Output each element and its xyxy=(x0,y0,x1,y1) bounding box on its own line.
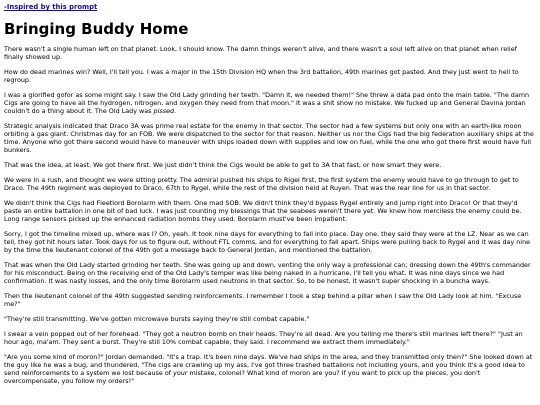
inspired-by-prompt-link[interactable]: -Inspired by this prompt xyxy=(4,3,98,11)
paragraph-text: We were in a rush, and thought we were sitting pretty. The admiral pushed his ships to Rigel first, the first system the enemy would have to go through to get to Draco. The 49th regiment was deployed to Draco, 67th to Rygel, while the rest of the division held at Ruyen. That was the rear line for us in that sector. xyxy=(4,176,519,192)
paragraph-text: That was when the Old Lady started grinding her teeth. She was going up and down, venting the only way a professional can; dressing down the 49th's commander for his misconduct. Being on the receiving end of the Old Lady's temper was like being naked in a hurricane, I'll tell you what. It was nine days since we had confirmation. It was nasty losses, and the only time Borolarm used neutrons in that sector. So, to be honest, it wasn't super shocking in a buncha ways. xyxy=(4,261,531,285)
paragraph-tail: . xyxy=(174,107,177,115)
story-paragraph xyxy=(4,292,536,308)
story-paragraph xyxy=(4,261,536,285)
story-paragraph xyxy=(4,161,536,169)
story-title: Bringing Buddy Home xyxy=(4,20,189,38)
story-paragraph xyxy=(4,68,536,84)
paragraph-text: Strategic analysis indicated that Draco 3A was prime real estate for the enemy in that sector. The sector had a few systems but only one with an earth-like moon orbiting a gas giant. Christmas day for an FOB. We were dispatched to the sector for that reason. Neither us nor the Cigs had the big federation auxiliary ships at the time. Anyone who got there second would have to maneuver with ships loaded down with supplies and low on fuel, while the one who got there first would have full bunkers. xyxy=(4,122,534,154)
paragraph-text: I swear a vein popped out of her forehead. "They got a neutron bomb on their heads. They're all dead. Are you telling me there's still marines left there?" "Just an hour ago, ma'am. They sent a burst. They're still 10% combat capable, they said. I recommend we extract them immediately." xyxy=(4,330,523,346)
paragraph-text: We didn't think the Cigs had Fleetlord Borolarm with them. One mad SOB. We didn't think they'd bypass Rygel entirely and jump right into Draco! Or that they'd paste an entire battalion in one bit of bad luck. I was just counting my blessings that the seabees weren't there yet. We knew how merciless the enemy could be. Long range sensors picked up the enhanced radiation bombs they used. Borolarm must've been impatient. xyxy=(4,199,522,223)
story-paragraph xyxy=(4,91,536,115)
story-paragraph xyxy=(4,176,536,192)
story-paragraph xyxy=(4,199,536,223)
paragraph-text: "Are you some kind of moron?" Jordan demanded. "It's a trap. It's been nine days. We've had ships in the area, and they transmitted only then?" She looked down at the guy like he was a bug, and thundered, "The cigs are crawling up my ass, I've got three trashed battalions not including yours, and you think it's a good idea to send reinforcements to a system we lost because of xyxy=(4,353,533,377)
story-paragraph xyxy=(4,330,536,346)
paragraph-tail: mistake, colonel? What kind of moron are you? If you want to pick up the pieces, you don't overcompensate, you follow my orders!" xyxy=(4,369,481,385)
paragraph-text: How do dead marines win? Well, I'll tell you. I was a major in the 15th Division HQ when the 3rd battalion, 49th marines got pasted. And they just went to hell to regroup. xyxy=(4,68,519,84)
paragraph-text: Sorry, I got the timeline mixed up, where was I? Oh, yeah. It took nine days for everything to fall into place. Day one, they said they were at the LZ. Near as we can tell, they got hit hours later. Took days for us to figure out, without FTL comms, and for everything to fall apart. Ships were pulling back to Rygel and it was day nine by the time the lieutenant colonel of the 49th got a message back to General Jordan, and mentioned the battalion. xyxy=(4,230,531,254)
story-body xyxy=(4,45,536,385)
story-paragraph xyxy=(4,122,536,154)
paragraph-text: There wasn't a single human left on that planet. Look, I should know. The damn things weren't alive, and there wasn't a soul left alive on that planet when relief finally showed up. xyxy=(4,45,517,61)
paragraph-text: I was a glorified gofor as some might say. I saw the Old Lady grinding her teeth. "Damn it, we needed them!" She threw a data pad onto the main table. "The damn Cigs are going to have all the hydrogen, nitrogen, and oxygen they need from that moon." It was a shit show no mistake. We fucked up and General Davina Jordan couldn't do a thing about it. The Old Lady was xyxy=(4,91,530,115)
paragraph-text: That was the idea, at least. We got there first. We just didn't think the Cigs would be able to get to 3A that fast, or how smart they were. xyxy=(4,161,442,169)
story-paragraph xyxy=(4,315,536,323)
paragraph-text: "They're still transmitting. We've gotten microwave bursts saying they're still combat capable." xyxy=(4,315,310,323)
story-paragraph xyxy=(4,45,536,61)
emphasized-word: pissed xyxy=(153,107,175,115)
paragraph-text: Then the lieutenant colonel of the 49th suggested sending reinforcements. I remember I took a step behind a pillar when I saw the Old Lady look at him. "Excuse me?" xyxy=(4,292,522,308)
emphasized-word: your xyxy=(173,369,188,377)
story-paragraph xyxy=(4,230,536,254)
story-paragraph xyxy=(4,353,536,385)
